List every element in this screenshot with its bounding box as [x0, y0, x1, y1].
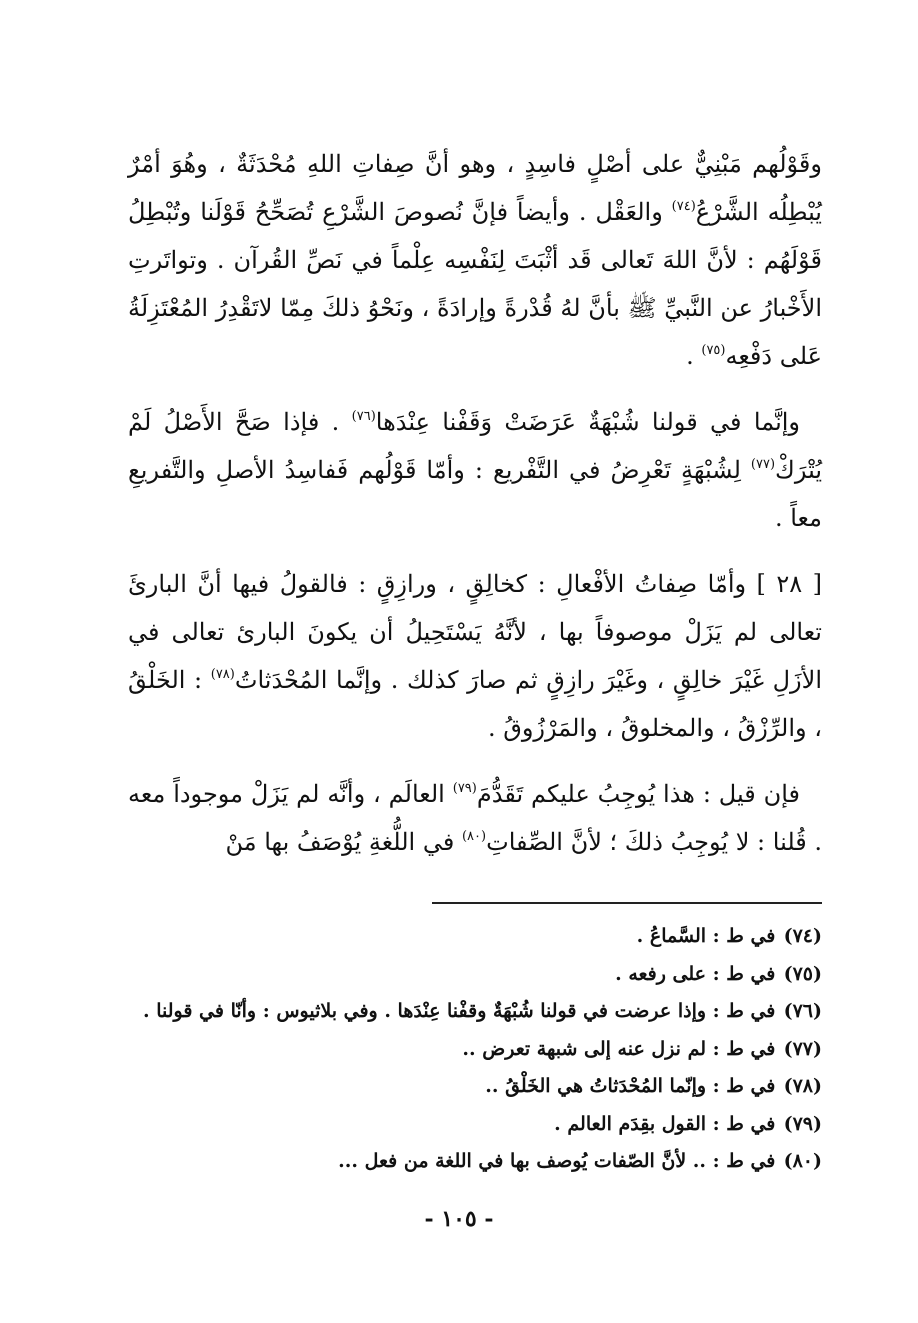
text-run: وإنَّما في قولنا شُبْهَةٌ عَرَضَتْ وَقَفْنا عِنْدَها: [375, 408, 801, 436]
footnote-text: في ط : السَّماعُ .: [636, 925, 776, 947]
footnote: [150, 1068, 822, 1106]
footnote-number: (٧٦): [783, 1000, 822, 1022]
footnote-ref: (٧٦): [351, 409, 376, 424]
footnote-ref: (٧٨): [210, 667, 235, 682]
footnote-number: (٧٥): [783, 962, 822, 985]
text-run: في اللُّغةِ يُوْصَفُ بها مَنْ: [225, 828, 462, 856]
footnote-text: في ط : على رفعه .: [615, 962, 776, 985]
footnote-text: في ط : وإنّما المُحْدَثاتُ هي الخَلْقُ ..: [485, 1075, 776, 1097]
paragraph: [128, 140, 822, 380]
footnote-text: في ط : .. لأنَّ الصّفات يُوصف بها في اللغة من فعل ...: [338, 1150, 776, 1172]
text-run: فإن قيل : هذا يُوجِبُ عليكم تَقَدُّمَ: [476, 780, 800, 808]
footnote-number: (٧٧): [783, 1037, 822, 1060]
footnote-divider: [432, 902, 822, 904]
footnote: [150, 1106, 822, 1144]
footnote-number: (٨٠): [783, 1150, 822, 1172]
footnote-ref: (٧٥): [701, 343, 726, 358]
footnote-number: (٧٩): [783, 1112, 822, 1135]
footnote: [150, 956, 822, 994]
text-run: .: [686, 342, 702, 370]
footnote-ref: (٧٤): [671, 199, 696, 214]
text-run: والعَقْل . وأيضاً فإنَّ نُصوصَ الشَّرْعِ تُصَحِّحُ قَوْلَنا وتُبْطِلُ قَوْلَهُم : لأنَّ اللهَ تَعالى قَد أثْبَتَ لِنَفْسِه عِلْماً في نَصِّ القُرآن . وتواتَرتِ الأَخْبارُ عن النَّبيِّ ﷺ بأنَّ لهُ قُدْرةً وإرادَةً ، ونَحْوُ ذلكَ مِمّا لاتَقْدِرُ المُعْتَزِلَةُ عَلى دَفْعِه: [128, 198, 822, 370]
text-run: وقَوْلُهم مَبْنِيٌّ على أصْلٍ فاسِدٍ ، وهو أنَّ صِفاتِ اللهِ مُحْدَثَةٌ ، وهُوَ أمْرٌ يُبْطِلُه الشَّرْعُ: [128, 150, 822, 226]
footnote-number: (٧٤): [783, 925, 822, 947]
page-number: - ١٠٥ -: [424, 1206, 494, 1232]
paragraph: [128, 398, 822, 542]
footnote: [150, 1143, 822, 1181]
text-run: لِشُبْهَةٍ تَعْرِضُ في التَّفْريع : وأمّا قَوْلُهم فَفاسِدُ الأصلِ والتَّفريعِ معاً .: [128, 456, 822, 532]
footnote-number: (٧٨): [783, 1075, 822, 1097]
footnote: [150, 918, 822, 956]
footnote-text: في ط : لم نزل عنه إلى شبهة تعرض ..: [462, 1037, 776, 1060]
text-run: [ ٢٨ ] وأمّا صِفاتُ الأفْعالِ : كخالِقٍ ، ورازِقٍ : فالقولُ فيها أنَّ البارئَ تعالى لم يَزَلْ موصوفاً بها ، لأنَّهُ يَسْتَحِيلُ أن يكونَ البارئ تعالى في الأزَلِ غَيْرَ خالِقٍ ، وغَيْرَ رازِقٍ ثم صارَ كذلك . وإنَّما المُحْدَثاتُ: [128, 570, 823, 694]
footnote: [150, 1031, 822, 1069]
footnote-text: في ط : وإذا عرضت في قولنا شُبْهَةٌ وقفْنا عِنْدَها . وفي بلاثيوس : وأنّا في قولنا .: [142, 1000, 776, 1022]
main-text: [128, 140, 822, 884]
footnote-ref: (٧٩): [452, 781, 477, 796]
paragraph: [128, 560, 822, 752]
text-run: : الخَلْقُ ، والرِّزْقُ ، والمخلوقُ ، والمَرْزُوقُ .: [128, 666, 822, 742]
text-run: . فإذا صَحَّ الأَصْلُ لَمْ يُتْرَكْ: [128, 408, 822, 484]
footnote-ref: (٧٧): [750, 457, 776, 472]
footnote-ref: (٨٠): [461, 829, 487, 844]
footnote: [142, 993, 822, 1031]
footnote-text: في ط : القول بقِدَم العالم .: [554, 1112, 776, 1135]
paragraph: [128, 770, 822, 866]
footnotes: [142, 918, 822, 1181]
text-run: العالَم ، وأنَّه لم يَزَلْ موجوداً معه . قُلنا : لا يُوجِبُ ذلكَ ؛ لأنَّ الصِّفاتِ: [128, 780, 822, 856]
